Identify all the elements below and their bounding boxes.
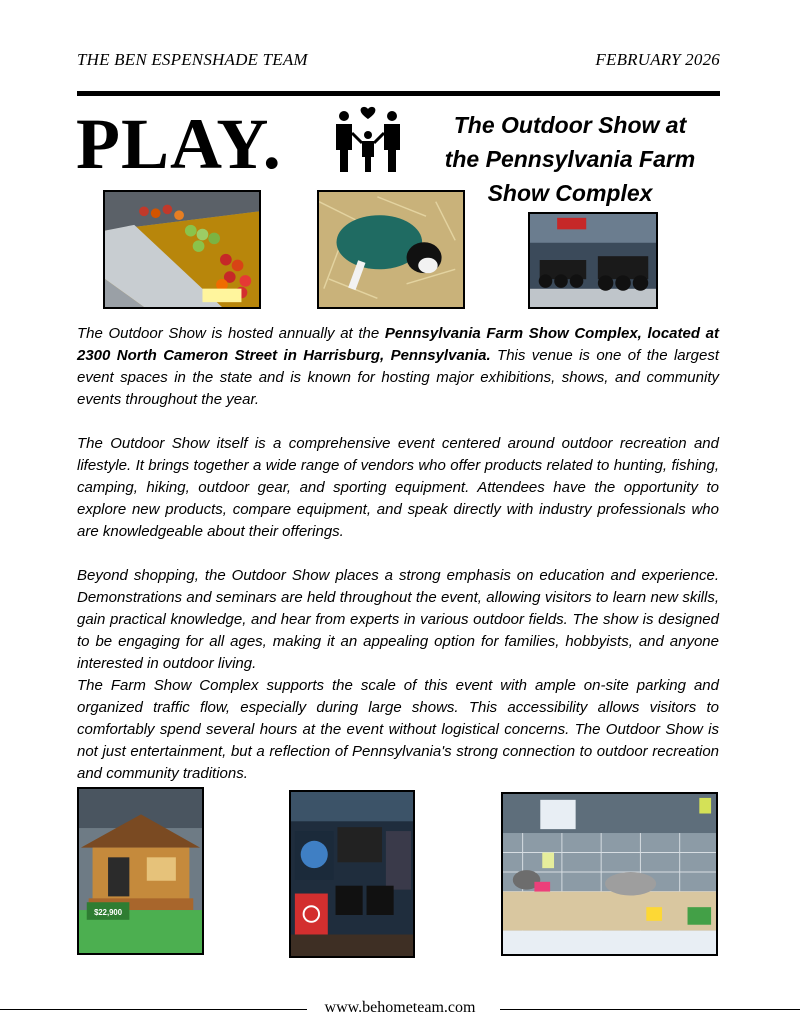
atv-display-photo <box>528 212 658 309</box>
footer-url[interactable]: www.behometeam.com <box>324 999 476 1016</box>
price-tag: $22,900 <box>94 907 123 917</box>
header-rule <box>77 91 720 96</box>
header-team-name: THE BEN ESPENSHADE TEAM <box>77 50 308 69</box>
body-paragraph-access: The Farm Show Complex supports the scale of this event with ample on-site parking and organized traffic flow, especially during large shows. This accessibility allows visitors to comfortably spend several hours at the event without logistical concerns. The Outdoor Show is not just entertainment, but a reflection of Pennsylvania's strong connection to outdoor recreation and community traditions. <box>77 677 719 782</box>
family-icon <box>328 105 408 175</box>
body-paragraph-venue <box>77 323 719 411</box>
rabbit-cages-photo <box>501 792 718 956</box>
apples-display-photo <box>103 190 261 309</box>
body-paragraph-education: Beyond shopping, the Outdoor Show places a strong emphasis on education and experience. Demonstrations and seminars are held throughout the event, allowing visitors to learn new skills, gain practical knowledge, and hear from experts in various outdoor fields. The show is designed to be engaging for all ages, making it an appealing option for families, hobbyists, and anyone interested in outdoor living. <box>77 567 719 672</box>
article-body <box>77 323 719 785</box>
header-date: FEBRUARY 2026 <box>595 50 720 69</box>
apparel-booth-photo <box>289 790 415 958</box>
cabin-display-photo <box>77 787 204 955</box>
title-line: The Outdoor Show at <box>453 112 687 138</box>
calf-in-blanket-photo <box>317 190 465 309</box>
title-line: the Pennsylvania Farm <box>444 146 696 172</box>
body-text-span: This venue is one of the largest event spaces in the state and is known for hosting major exhibitions, shows, and community events throughout the year. <box>77 347 719 408</box>
section-heading: PLAY. <box>76 104 282 184</box>
article-title <box>425 108 715 210</box>
title-line: Show Complex <box>487 180 653 206</box>
footer-rule-right <box>500 1009 800 1010</box>
body-paragraph-overview: The Outdoor Show itself is a comprehensive event centered around outdoor recreation and lifestyle. It brings together a wide range of vendors who offer products related to hunting, fishing, camping, hiking, outdoor gear, and sporting equipment. Attendees have the opportunity to explore new products, compare equipment, and speak directly with industry professionals who are knowledgeable about their offerings. <box>77 435 719 540</box>
body-text-span: The Outdoor Show is hosted annually at the <box>77 325 385 342</box>
venue-address: Pennsylvania Farm Show Complex, located at 2300 North Cameron Street in Harrisburg, Pennsylvania. <box>77 325 719 364</box>
